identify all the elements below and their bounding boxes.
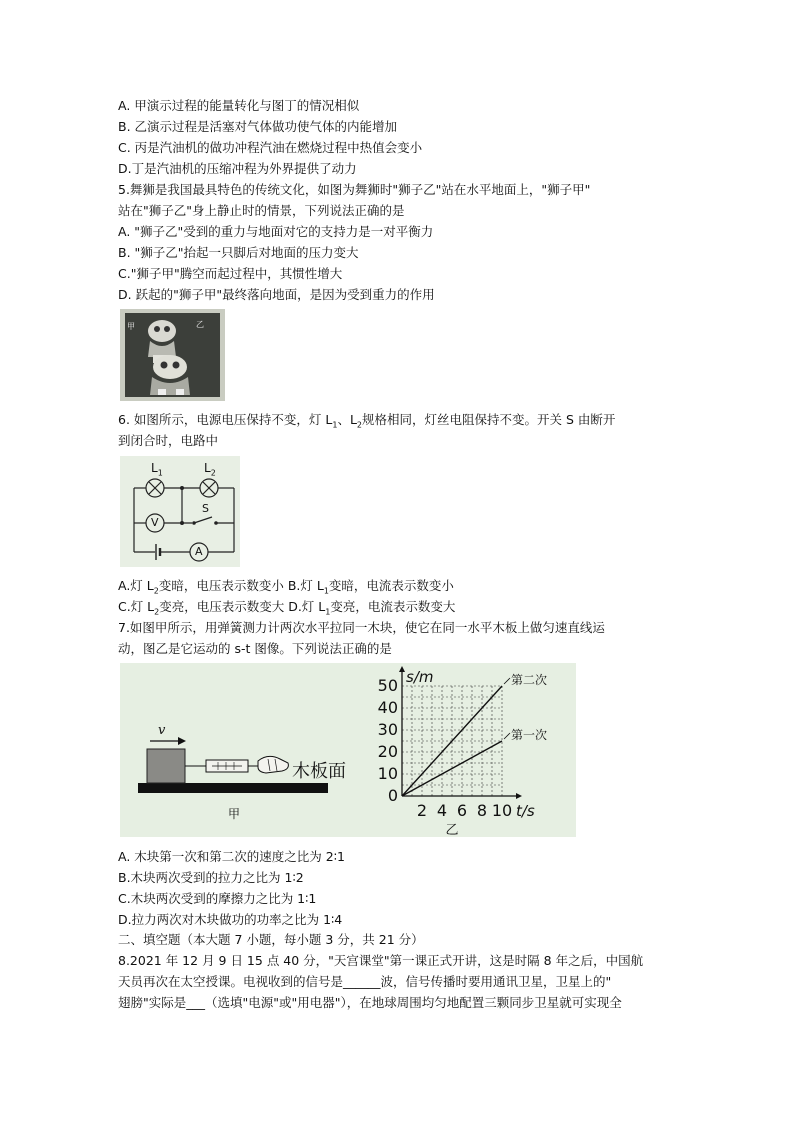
lamp-l2-label: $L_2$ xyxy=(204,461,216,478)
q4-option-c: C. 丙是汽油机的做功冲程汽油在燃烧过程中热值会变小 xyxy=(118,140,423,155)
q5-stem-line1: 5.舞狮是我国最具特色的传统文化，如图为舞狮时"狮子乙"站在水平地面上，"狮子甲" xyxy=(118,182,591,197)
q6-stem-line2: 到闭合时，电路中 xyxy=(118,433,219,448)
q6-options-ab: A.灯 $L_2$变暗，电压表示数变小 B.灯 $L_1$变暗，电流表示数变小 xyxy=(118,578,454,596)
x-axis-label: t/s xyxy=(516,802,535,820)
q5-option-b: B. "狮子乙"抬起一只脚后对地面的压力变大 xyxy=(118,245,359,260)
y-tick-label: 0 xyxy=(387,786,398,805)
q5-option-c: C."狮子甲"腾空而起过程中，其惯性增大 xyxy=(118,266,343,281)
q4-option-b: B. 乙演示过程是活塞对气体做功使气体的内能增加 xyxy=(118,119,398,134)
series-leader-2 xyxy=(504,733,510,739)
y-tick-label: 40 xyxy=(377,698,398,717)
ammeter-label: A xyxy=(195,545,203,558)
section2-heading: 二、填空题（本大题 7 小题，每小题 3 分，共 21 分） xyxy=(118,932,424,947)
q7-option-b: B.木块两次受到的拉力之比为 1∶2 xyxy=(118,870,304,885)
q7-figure xyxy=(120,663,576,837)
lion-dance-drawing xyxy=(120,309,225,401)
x-tick-label: 6 xyxy=(456,801,468,820)
board-surface-label: 木板面 xyxy=(292,761,346,782)
y-tick-label: 50 xyxy=(377,676,398,695)
series-leader-1 xyxy=(504,678,510,684)
circuit-diagram xyxy=(120,456,240,567)
q7-option-a: A. 木块第一次和第二次的速度之比为 2∶1 xyxy=(118,849,345,864)
q7-option-d: D.拉力两次对木块做功的功率之比为 1∶4 xyxy=(118,912,343,927)
x-tick-label: 2 xyxy=(416,801,428,820)
st-chart xyxy=(366,663,576,837)
q6-options-cd: C.灯 $L_2$变亮，电压表示数变大 D.灯 $L_1$变亮，电流表示数变大 xyxy=(118,599,456,617)
lamp-l1-label: $L_1$ xyxy=(151,461,163,478)
y-tick-label: 20 xyxy=(377,742,398,761)
lion-dance-photo xyxy=(120,309,225,401)
y-tick-label: 10 xyxy=(377,764,398,783)
y-axis-label: s/m xyxy=(406,668,434,686)
q7-stem-line2: 动，图乙是它运动的 s-t 图像。下列说法正确的是 xyxy=(118,641,392,656)
figure-yi-caption: 乙 xyxy=(445,823,459,837)
q6-stem-line1: 6. 如图所示，电源电压保持不变，灯 $L_1$、$L_2$规格相同，灯丝电阻保持不变。开关 S 由断开 xyxy=(118,412,616,430)
velocity-label: v xyxy=(158,723,166,738)
x-tick-label: 10 xyxy=(491,801,513,820)
q5-stem-line2: 站在"狮子乙"身上静止时的情景，下列说法正确的是 xyxy=(118,203,405,218)
switch-label: S xyxy=(202,502,209,515)
x-axis-arrow xyxy=(516,793,522,799)
series-label-2: 第一次 xyxy=(511,728,548,742)
y-tick-label: 30 xyxy=(377,720,398,739)
x-tick-label: 4 xyxy=(436,801,448,820)
q8-line3: 翅膀"实际是___（选填"电源"或"用电器"），在地球周围均匀地配置三颗同步卫星就可实现全 xyxy=(118,995,622,1010)
circuit-wires xyxy=(120,456,240,567)
q7-stem-line1: 7.如图甲所示，用弹簧测力计两次水平拉同一木块，使它在同一水平木板上做匀速直线运 xyxy=(118,620,605,635)
q5-option-d: D. 跃起的"狮子甲"最终落向地面，是因为受到重力的作用 xyxy=(118,287,435,302)
photo-label-jia: 甲 xyxy=(127,322,135,331)
figure-jia-caption: 甲 xyxy=(228,807,241,821)
series-label-1: 第二次 xyxy=(511,673,548,687)
q4-option-a: A. 甲演示过程的能量转化与图丁的情况相似 xyxy=(118,98,360,113)
y-axis-arrow xyxy=(399,666,405,672)
q8-line1: 8.2021 年 12 月 9 日 15 点 40 分，"天宫课堂"第一课正式开讲，这是时隔 8 年之后，中国航 xyxy=(118,953,644,968)
photo-label-yi: 乙 xyxy=(196,320,204,329)
q7-option-c: C.木块两次受到的摩擦力之比为 1∶1 xyxy=(118,891,317,906)
q4-option-d: D.丁是汽油机的压缩冲程为外界提供了动力 xyxy=(118,161,357,176)
q8-line2: 天员再次在太空授课。电视收到的信号是______波，信号传播时要用通讯卫星，卫星上的" xyxy=(118,974,612,989)
q5-option-a: A. "狮子乙"受到的重力与地面对它的支持力是一对平衡力 xyxy=(118,224,434,239)
x-tick-label: 8 xyxy=(476,801,488,820)
voltmeter-label: V xyxy=(151,516,159,529)
